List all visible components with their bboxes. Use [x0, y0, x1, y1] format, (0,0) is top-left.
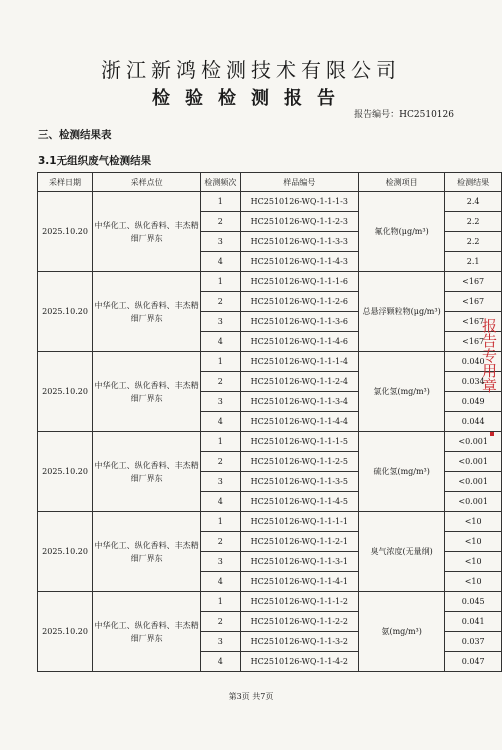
frequency-cell: 1 — [201, 192, 241, 212]
table-row — [38, 432, 502, 452]
sample-id-cell: HC2510126-WQ-1-1-1-4 — [240, 352, 358, 372]
test-item-cell: 总悬浮颗粒物(μg/m³) — [359, 272, 445, 352]
result-cell: <0.001 — [445, 432, 502, 452]
sample-id-cell: HC2510126-WQ-1-1-3-3 — [240, 232, 358, 252]
frequency-cell: 3 — [201, 232, 241, 252]
test-item-cell: 臭气浓度(无量纲) — [359, 512, 445, 592]
frequency-cell: 4 — [201, 652, 241, 672]
frequency-cell: 2 — [201, 212, 241, 232]
sample-id-cell: HC2510126-WQ-1-1-2-4 — [240, 372, 358, 392]
sampling-date-cell: 2025.10.20 — [38, 432, 93, 512]
sample-id-cell: HC2510126-WQ-1-1-2-3 — [240, 212, 358, 232]
frequency-cell: 1 — [201, 352, 241, 372]
frequency-cell: 1 — [201, 512, 241, 532]
frequency-cell: 1 — [201, 272, 241, 292]
result-cell: 0.034 — [445, 372, 502, 392]
frequency-cell: 4 — [201, 412, 241, 432]
red-seal-stamp — [482, 318, 502, 418]
subsection-title: 3.1无组织废气检测结果 — [38, 155, 152, 167]
sample-id-cell: HC2510126-WQ-1-1-1-2 — [240, 592, 358, 612]
section-title: 三、检测结果表 — [38, 129, 112, 141]
sample-id-cell: HC2510126-WQ-1-1-4-3 — [240, 252, 358, 272]
result-cell: <0.001 — [445, 452, 502, 472]
result-cell: <10 — [445, 552, 502, 572]
result-cell: <10 — [445, 532, 502, 552]
frequency-cell: 3 — [201, 392, 241, 412]
sample-id-cell: HC2510126-WQ-1-1-3-2 — [240, 632, 358, 652]
result-cell: <10 — [445, 572, 502, 592]
result-cell: 0.037 — [445, 632, 502, 652]
sampling-location-cell: 中华化工、纵化香料、丰杰精细厂界东 — [93, 432, 201, 512]
frequency-cell: 3 — [201, 472, 241, 492]
sample-id-cell: HC2510126-WQ-1-1-2-6 — [240, 292, 358, 312]
sample-id-cell: HC2510126-WQ-1-1-1-5 — [240, 432, 358, 452]
column-header-result: 检测结果 — [445, 173, 502, 192]
sample-id-cell: HC2510126-WQ-1-1-3-1 — [240, 552, 358, 572]
result-cell: <167 — [445, 332, 502, 352]
result-cell: 2.2 — [445, 212, 502, 232]
frequency-cell: 3 — [201, 312, 241, 332]
test-item-cell: 氯化氢(mg/m³) — [359, 352, 445, 432]
test-item-cell: 氟化物(μg/m³) — [359, 192, 445, 272]
column-header-item: 检测项目 — [359, 173, 445, 192]
results-table — [37, 172, 502, 672]
sampling-date-cell: 2025.10.20 — [38, 352, 93, 432]
test-item-cell: 硫化氢(mg/m³) — [359, 432, 445, 512]
result-cell: 0.045 — [445, 592, 502, 612]
sampling-location-cell: 中华化工、纵化香料、丰杰精细厂界东 — [93, 272, 201, 352]
report-number: 报告编号：HC2510126 — [354, 110, 454, 120]
table-body — [38, 192, 502, 672]
sampling-location-cell: 中华化工、纵化香料、丰杰精细厂界东 — [93, 512, 201, 592]
company-name: 浙江新鸿检测技术有限公司 — [101, 58, 401, 82]
frequency-cell: 2 — [201, 532, 241, 552]
sample-id-cell: HC2510126-WQ-1-1-2-5 — [240, 452, 358, 472]
frequency-cell: 2 — [201, 372, 241, 392]
table-row — [38, 592, 502, 612]
result-cell: 2.2 — [445, 232, 502, 252]
column-header-date: 采样日期 — [38, 173, 93, 192]
column-header-location: 采样点位 — [93, 173, 201, 192]
sampling-location-cell: 中华化工、纵化香料、丰杰精细厂界东 — [93, 192, 201, 272]
sampling-date-cell: 2025.10.20 — [38, 592, 93, 672]
test-item-cell: 氨(mg/m³) — [359, 592, 445, 672]
frequency-cell: 1 — [201, 432, 241, 452]
sample-id-cell: HC2510126-WQ-1-1-3-5 — [240, 472, 358, 492]
result-cell: <167 — [445, 312, 502, 332]
sampling-date-cell: 2025.10.20 — [38, 272, 93, 352]
table-row — [38, 192, 502, 212]
frequency-cell: 2 — [201, 612, 241, 632]
sampling-date-cell: 2025.10.20 — [38, 192, 93, 272]
sample-id-cell: HC2510126-WQ-1-1-4-2 — [240, 652, 358, 672]
stamp-text: 报告专用章 — [480, 318, 498, 393]
result-cell: <167 — [445, 292, 502, 312]
column-header-frequency: 检测频次 — [201, 173, 241, 192]
result-cell: <167 — [445, 272, 502, 292]
result-cell: 2.1 — [445, 252, 502, 272]
sample-id-cell: HC2510126-WQ-1-1-4-4 — [240, 412, 358, 432]
result-cell: <10 — [445, 512, 502, 532]
sample-id-cell: HC2510126-WQ-1-1-1-6 — [240, 272, 358, 292]
result-cell: 0.040 — [445, 352, 502, 372]
frequency-cell: 4 — [201, 572, 241, 592]
result-cell: 2.4 — [445, 192, 502, 212]
frequency-cell: 4 — [201, 492, 241, 512]
frequency-cell: 3 — [201, 632, 241, 652]
frequency-cell: 4 — [201, 252, 241, 272]
sample-id-cell: HC2510126-WQ-1-1-1-3 — [240, 192, 358, 212]
report-title: 检验检测报告 — [152, 88, 350, 109]
sample-id-cell: HC2510126-WQ-1-1-2-2 — [240, 612, 358, 632]
result-cell: <0.001 — [445, 492, 502, 512]
sampling-location-cell: 中华化工、纵化香料、丰杰精细厂界东 — [93, 592, 201, 672]
result-cell: 0.049 — [445, 392, 502, 412]
sample-id-cell: HC2510126-WQ-1-1-3-6 — [240, 312, 358, 332]
frequency-cell: 3 — [201, 552, 241, 572]
page-footer: 第3页 共7页 — [228, 692, 274, 701]
table-header-row — [38, 173, 502, 192]
sample-id-cell: HC2510126-WQ-1-1-2-1 — [240, 532, 358, 552]
frequency-cell: 2 — [201, 452, 241, 472]
frequency-cell: 1 — [201, 592, 241, 612]
result-cell: 0.044 — [445, 412, 502, 432]
red-mark — [490, 432, 494, 436]
sample-id-cell: HC2510126-WQ-1-1-3-4 — [240, 392, 358, 412]
table-row — [38, 352, 502, 372]
result-cell: 0.041 — [445, 612, 502, 632]
sample-id-cell: HC2510126-WQ-1-1-1-1 — [240, 512, 358, 532]
result-cell: 0.047 — [445, 652, 502, 672]
sample-id-cell: HC2510126-WQ-1-1-4-6 — [240, 332, 358, 352]
table-row — [38, 512, 502, 532]
frequency-cell: 4 — [201, 332, 241, 352]
sampling-date-cell: 2025.10.20 — [38, 512, 93, 592]
table-row — [38, 272, 502, 292]
sample-id-cell: HC2510126-WQ-1-1-4-5 — [240, 492, 358, 512]
sample-id-cell: HC2510126-WQ-1-1-4-1 — [240, 572, 358, 592]
frequency-cell: 2 — [201, 292, 241, 312]
column-header-sample-id: 样品编号 — [240, 173, 358, 192]
result-cell: <0.001 — [445, 472, 502, 492]
sampling-location-cell: 中华化工、纵化香料、丰杰精细厂界东 — [93, 352, 201, 432]
